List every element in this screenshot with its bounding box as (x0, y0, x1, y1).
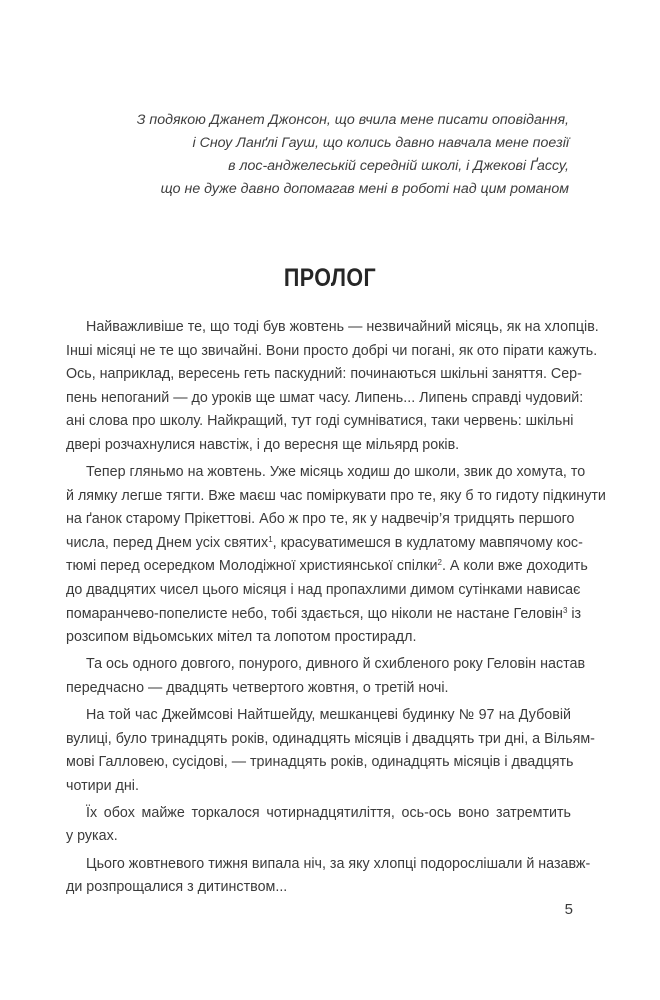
text-line: й лямку легше тягти. Вже маєш час поміркувати про те, яку б то гидоту підкинути (66, 487, 606, 504)
dedication (89, 109, 569, 201)
text-line: на ґанок старому Прікеттові. Або ж про те, як у надвечір’я тридцять першого (66, 511, 575, 528)
text-line: розсипом відьомських мітел та лопотом простирадл. (66, 629, 417, 646)
paragraph (66, 704, 595, 798)
text-line: Тепер гляньмо на жовтень. Уже місяць ходиш до школи, звик до хомута, то (86, 464, 586, 481)
text-line: Їх обох майже торкалося чотирнадцятиліття, ось-ось воно затремтить (86, 804, 571, 821)
text-line: Цього жовтневого тижня випала ніч, за яку хлопці подорослішали й назавж- (86, 855, 591, 872)
text-line: Ось, наприклад, вересень геть паскудний: починаються шкільні заняття. Сер- (66, 366, 582, 383)
dedication-line: З подякою Джанет Джонсон, що вчила мене писати оповідання, (136, 112, 569, 128)
text-line: передчасно — двадцять четвертого жовтня, о третій ночі. (66, 679, 449, 696)
text-segment: числа, перед Днем усіх святих (66, 534, 269, 551)
text-line: до двадцятих чисел цього місяця і над пропахлими димом сутінками нависає (66, 582, 581, 599)
text-line: вулиці, було тринадцять років, одинадцять місяців і двадцять три дні, а Вільям- (66, 730, 595, 747)
text-line (66, 532, 583, 556)
footnote-marker: 1 (268, 534, 273, 544)
text-line: ані слова про школу. Найкращий, тут годі сумніватися, таки червень: шкільні (66, 413, 574, 430)
text-segment: . А коли вже доходить (441, 558, 588, 575)
dedication-line: в лос-анджелеській середній школі, і Джекові Ґассу, (228, 158, 569, 174)
text-line: Та ось одного довгого, понурого, дивного й схибленого року Геловін настав (86, 656, 586, 673)
paragraph (66, 316, 599, 458)
text-line (66, 555, 588, 579)
footnote-marker: 2 (437, 558, 442, 568)
text-line: чотири дні. (66, 777, 139, 794)
dedication-line: і Сноу Ланґлі Гауш, що колись давно навчала мене поезії (192, 135, 569, 151)
paragraph (66, 461, 606, 650)
chapter-title: ПРОЛОГ (283, 264, 377, 292)
dedication-line: що не дуже давно допомагав мені в роботі над цим романом (160, 181, 569, 197)
paragraph (66, 853, 591, 900)
text-line (66, 603, 582, 627)
paragraph (66, 653, 586, 700)
text-segment: із (567, 605, 582, 622)
text-line: Найважливіше те, що тоді був жовтень — незвичайний місяць, як на хлопців. (86, 319, 599, 335)
text-segment: , красуватимешся в кудлатому мавпячому кос- (272, 534, 583, 551)
chapter-body (66, 316, 606, 903)
text-line: мові Галловею, сусідові, — тринадцять років, одинадцять місяців і двадцять (66, 754, 574, 771)
text-line: пень непоганий — до уроків ще шмат часу. Липень... Липень справді чудовий: (66, 389, 584, 406)
text-line: Інші місяці не те що звичайні. Вони просто добрі чи погані, як ото пірати кажуть. (66, 342, 598, 359)
text-line: На той час Джеймсові Найтшейду, мешканцеві будинку № 97 на Дубовій (86, 707, 571, 723)
text-line: ди розпрощалися з дитинством... (66, 879, 288, 896)
text-line: двері розчахнулися навстіж, і до вересня ще мільярд років. (66, 436, 460, 453)
text-segment: помаранчево-попелисте небо, тобі здається, що ніколи не настане Геловін (66, 605, 563, 622)
page-number: 5 (564, 901, 573, 918)
paragraph (66, 802, 571, 849)
text-line: у руках. (66, 828, 118, 845)
footnote-marker: 3 (562, 605, 568, 615)
text-segment: тюмі перед осередком Молодіжної християнської спілки (66, 558, 438, 575)
